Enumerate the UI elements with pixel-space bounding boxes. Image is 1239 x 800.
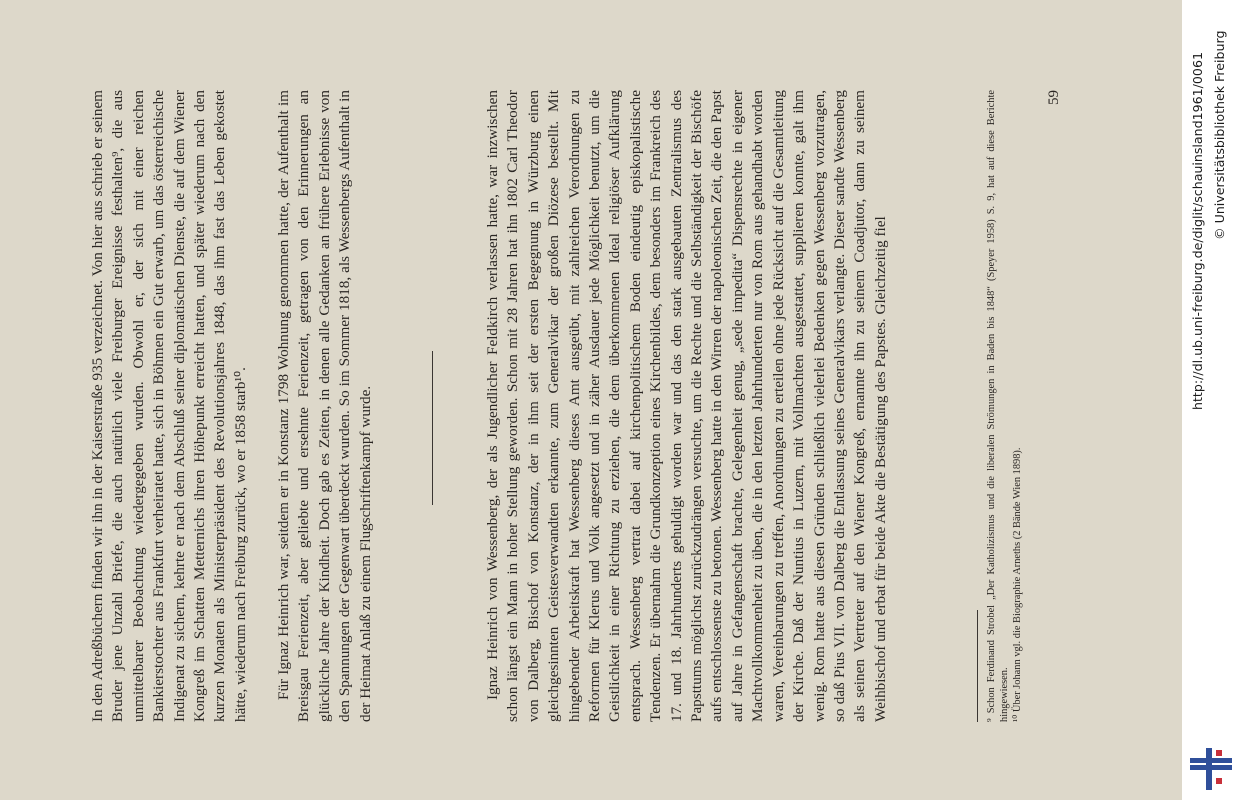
copyright-notice: © Universitätsbibliothek Freiburg [1212, 30, 1227, 240]
logo-blue-bar-3 [1206, 748, 1212, 790]
sidebar-rotated-text [1182, 0, 1239, 800]
paragraph-kaiserstrasse: In den Adreßbüchern finden wir ihn in der Kaiserstraße 935 verzeichnet. Von hier aus schrieb er seinem Bruder jene Unzahl Briefe, die auch natürlich viele Freiburger Ereignisse festhalten⁹, die aus unmittelbarer Beobachtung wiedergegeben wurden. Obwohl er, der sich mit einer reichen Bankierstochter aus Frankfurt verheiratet hatte, sich in Böhmen ein Gut erwarb, um das österreichische Indigenat zu sichern, kehrte er nach dem Abschluß seiner diplomatischen Dienste, die auf dem Wiener Kongreß im Schatten Metternichs ihren Höhepunkt erreicht hatten, und später wiederum nach den kurzen Monaten als Ministerpräsident des Revolutionsjahres 1848, das ihm fast das Leben gekostet hätte, wiederum nach Freiburg zurück, wo er 1858 starb¹⁰. [89, 90, 249, 722]
logo-red-square-1 [1216, 750, 1222, 756]
logo-red-square-2 [1216, 778, 1222, 784]
page-number: 59 [1046, 90, 1062, 105]
footnote-rule [977, 610, 978, 722]
paragraph-wessenberg-career: Ignaz Heinrich von Wessenberg, der als Jugendlicher Feldkirch verlassen hatte, war inzwischen schon längst ein Mann in hoher Stellung geworden. Schon mit 28 Jahren hat ihn 1802 Carl Theodor von Dalberg, Bischof von Konstanz, der in ihm seit der ersten Begegnung in Würzburg einen gleichgesinnten Geistesverwandten erkannte, zum Generalvikar der großen Diözese bestellt. Mit hingebender Arbeitskraft hat Wessenberg dieses Amt ausgeübt, mit zahlreichen Verordnungen zu Reformen für Klerus und Volk angesetzt und in zäher Ausdauer jede Möglichkeit benutzt, um die Geistlichkeit in einer Richtung zu erziehen, die dem überkommenen Ideal religiöser Aufklärung entsprach. Wessenberg vertrat dabei auf kirchenpolitischem Boden eindeutig episkopalistische Tendenzen. Er übernahm die Grundkonzeption eines Kirchenbildes, dem besonders im Frankreich des 17. und 18. Jahrhunderts gehuldigt worden war und das den stark ausgebauten Zentralismus des Papsttums möglichst zurückzudrängen versuchte, um die Rechte und die Selbständigkeit der Bischöfe aufs entschlossenste zu betonen. Wessenberg hatte in den Wirren der napoleonischen Zeit, die den Papst auf Jahre in Gefangenschaft brachte, Gelegenheit genug, „sede impedita“ Dispensrechte in eigener Machtvollkommenheit zu üben, die in den letzten Jahrhunderten nur von Rom aus gehandhabt worden waren, Vereinbarungen zu treffen, Anordnungen zu erteilen ohne jede Rücksicht auf die Gesamtleitung der Kirche. Daß der Nuntius in Luzern, mit Vollmachten ausgestattet, supplieren konnte, galt ihm wenig. Rom hatte aus diesen Gründen schließlich vielerlei Bedenken gegen Wessenberg vorzutragen, so daß Pius VII. von Dalberg die Entlassung seines Generalvikars verlangte. Dieser sandte Wessenberg als seinen Vertreter auf den Wiener Kongreß, ernannte ihn zu seinem Coadjutor, dann zu seinem Weihbischof und erbat für beide Akte die Bestätigung des Papstes. Gleichzeitig fiel [484, 90, 889, 722]
ub-freiburg-logo-icon [1190, 748, 1232, 790]
footnote-10: ¹⁰ Über Johann vgl. die Biographie Arneths (2 Bände Wien 1898). [1012, 447, 1023, 722]
section-divider [432, 351, 433, 505]
paragraph-ignaz-breisgau: Für Ignaz Heinrich war, seitdem er in Konstanz 1798 Wohnung genommen hatte, der Aufenthalt im Breisgau Ferienzeit, aber geliebte und ersehnte Ferienzeit, getragen von den Erinnerungen an glückliche Jahre der Kindheit. Doch gab es Zeiten, in denen alle Gedanken an frühere Erlebnisse von den Spannungen der Gegenwart überdeckt wurden. So im Sommer 1818, als Wessenbergs Aufenthalt in der Heimat Anlaß zu einem Flugschriftenkampf wurde. [275, 90, 374, 722]
footnote-9: ⁹ Schon Ferdinand Strobel „Der Katholizismus und die liberalen Strömungen in Baden bis 1848“ (Speyer 1958) S. 9, hat auf diese Berichte hingewiesen. [986, 90, 1011, 722]
library-sidebar [1182, 0, 1239, 800]
permalink-url[interactable]: http://dl.ub.uni-freiburg.de/diglit/schauinsland1961/0061 [1190, 52, 1205, 410]
